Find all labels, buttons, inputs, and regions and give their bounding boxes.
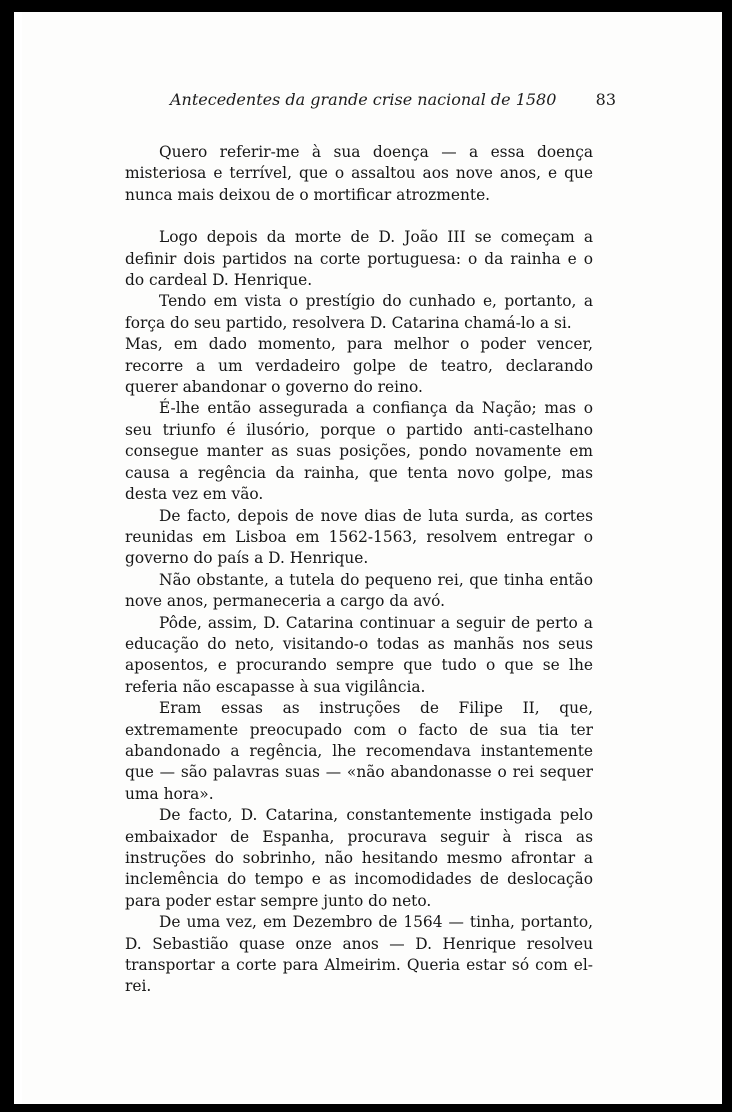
paragraph: Quero referir-me à sua doença — a essa doença misteriosa e terrível, que o assaltou aos nove anos, e que nunca mais deixou de o mortificar atrozmente. bbox=[125, 143, 593, 204]
paragraph: De facto, depois de nove dias de luta surda, as cortes reunidas em Lisboa em 1562-1563, resolvem entregar o governo do país a D. Henrique. bbox=[125, 506, 593, 568]
paragraph: De facto, D. Catarina, constantemente instigada pelo embaixador de Espanha, procurava seguir à risca as instruções do sobrinho, não hesitando mesmo afrontar a inclemência do tempo e as incomodidades de deslocação para poder estar sempre junto do neto. bbox=[125, 806, 593, 910]
paragraph: Mas, em dado momento, para melhor o poder vencer, recorre a um verdadeiro golpe de teatro, declarando querer abandonar o governo do reino. bbox=[125, 335, 593, 397]
book-page bbox=[22, 12, 722, 1104]
scan-border-bottom bbox=[0, 1104, 732, 1112]
paragraph: Tendo em vista o prestígio do cunhado e, portanto, a força do seu partido, resolvera D. Catarina chamá-lo a si. bbox=[125, 292, 593, 332]
running-head bbox=[170, 90, 616, 114]
scan-border-top bbox=[0, 0, 732, 12]
paragraph: Pôde, assim, D. Catarina continuar a seguir de perto a educação do neto, visitando-o todas as manhãs nos seus aposentos, e procurando sempre que tudo o que se lhe referia não escapasse à sua vigilância. bbox=[125, 613, 593, 696]
scan-border-left bbox=[0, 0, 14, 1112]
paragraph: Não obstante, a tutela do pequeno rei, que tinha então nove anos, permaneceria a cargo da avó. bbox=[125, 570, 593, 611]
paragraph: Logo depois da morte de D. João III se começam a definir dois partidos na corte portuguesa: o da rainha e o do cardeal D. Henrique. bbox=[125, 228, 593, 290]
scan-border-right bbox=[722, 0, 732, 1112]
body-text bbox=[125, 142, 593, 998]
paragraph: De uma vez, em Dezembro de 1564 — tinha, portanto, D. Sebastião quase onze anos — D. Henrique resolveu transportar a corte para Almeirim. Queria estar só com el-rei. bbox=[125, 913, 593, 996]
paragraph: É-lhe então assegurada a confiança da Nação; mas o seu triunfo é ilusório, porque o partido anti-castelhano consegue manter as suas posições, pondo novamente em causa a regência da rainha, que tenta novo golpe, mas desta vez em vão. bbox=[125, 399, 593, 504]
page-number: 83 bbox=[595, 90, 616, 109]
paragraph: Eram essas as instruções de Filipe II, que, extremamente preocupado com o facto de sua tia ter abandonado a regência, lhe recomendava instantemente que — são palavras suas — «não abandonasse o rei sequer uma hora». bbox=[125, 699, 593, 803]
running-title: Antecedentes da grande crise nacional de 1580 bbox=[170, 90, 557, 109]
